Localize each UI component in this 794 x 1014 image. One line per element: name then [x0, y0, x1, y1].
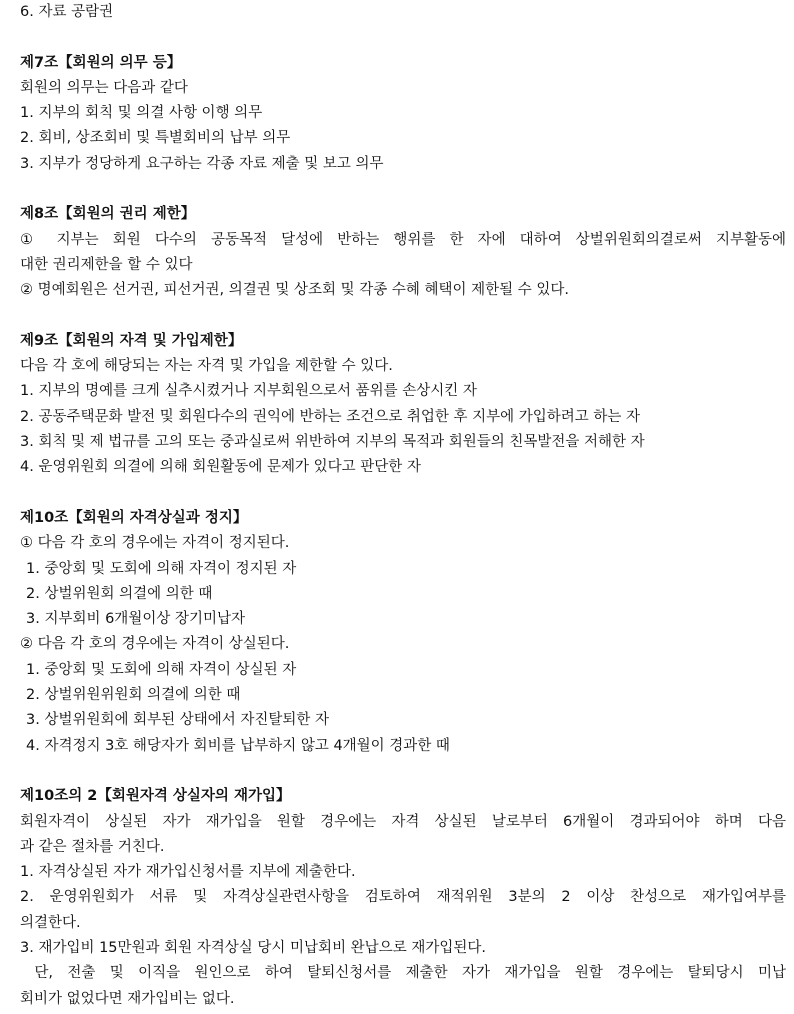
- spacer: [20, 481, 786, 506]
- spacer: [20, 25, 786, 50]
- list-item: 2. 공동주택문화 발전 및 회원다수의 권익에 반하는 조건으로 취업한 후 지부에 가입하려고 하는 자: [20, 408, 641, 425]
- list-item: 4. 운영위원회 의결에 의해 회원활동에 문제가 있다고 판단한 자: [20, 459, 421, 476]
- paragraph: 대한 권리제한을 할 수 있다: [20, 256, 193, 273]
- paragraph: ① 지부는 회원 다수의 공동목적 달성에 반하는 행위를 한 자에 대하여 상벌위원회의결로써 지부활동에: [20, 231, 786, 248]
- list-item: 2. 상벌위원회 의결에 의한 때: [26, 585, 213, 602]
- list-item: 의결한다.: [20, 914, 81, 931]
- spacer: [20, 177, 786, 202]
- article-10-title: 제10조【회원의 자격상실과 정지】: [20, 509, 248, 526]
- spacer: [20, 759, 786, 784]
- paragraph: ② 다음 각 호의 경우에는 자격이 상실된다.: [20, 636, 290, 653]
- list-item: 6. 자료 공람권: [20, 4, 114, 20]
- article-7-title: 제7조【회원의 의무 등】: [20, 54, 182, 71]
- list-item: 2. 운영위원회가 서류 및 자격상실관련사항을 검토하여 재적위원 3분의 2 이상 찬성으로 재가입여부를: [20, 889, 786, 906]
- paragraph: ② 명예회원은 선거권, 피선거권, 의결권 및 상조회 및 각종 수혜 혜택이 제한될 수 있다.: [20, 282, 569, 299]
- list-item: 2. 상벌위원위원회 의결에 의한 때: [26, 687, 241, 704]
- list-item: 3. 재가입비 15만원과 회원 자격상실 당시 미납회비 완납으로 재가입된다.: [20, 939, 486, 956]
- article-9-title: 제9조【회원의 자격 및 가입제한】: [20, 332, 243, 349]
- spacer: [20, 304, 786, 329]
- list-item: 1. 중앙회 및 도회에 의해 자격이 상실된 자: [26, 661, 297, 678]
- list-item: 3. 지부회비 6개월이상 장기미납자: [26, 611, 245, 628]
- list-item: 4. 자격정지 3호 해당자가 회비를 납부하지 않고 4개월이 경과한 때: [26, 737, 450, 754]
- paragraph: 회비가 없었다면 재가입비는 없다.: [20, 990, 235, 1007]
- article-10-2-title: 제10조의 2【회원자격 상실자의 재가입】: [20, 788, 291, 805]
- list-item: 1. 중앙회 및 도회에 의해 자격이 정지된 자: [26, 560, 297, 577]
- list-item: 1. 지부의 명예를 크게 실추시켰거나 지부회원으로서 품위를 손상시킨 자: [20, 383, 477, 400]
- list-item: 3. 지부가 정당하게 요구하는 각종 자료 제출 및 보고 의무: [20, 155, 384, 172]
- paragraph: 회원자격이 상실된 자가 재가입을 원할 경우에는 자격 상실된 날로부터 6개월이 경과되어야 하며 다음: [20, 813, 786, 830]
- paragraph: 과 같은 절차를 거친다.: [20, 838, 165, 855]
- paragraph: 단, 전출 및 이직을 원인으로 하여 탈퇴신청서를 제출한 자가 재가입을 원할 경우에는 탈퇴당시 미납: [20, 965, 787, 982]
- article-7-intro: 회원의 의무는 다음과 같다: [20, 79, 188, 96]
- paragraph: ① 다음 각 호의 경우에는 자격이 정지된다.: [20, 535, 290, 552]
- list-item: 3. 상벌위원회에 회부된 상태에서 자진탈퇴한 자: [26, 712, 330, 729]
- list-item: 2. 회비, 상조회비 및 특별회비의 납부 의무: [20, 130, 291, 147]
- article-9-intro: 다음 각 호에 해당되는 자는 자격 및 가입을 제한할 수 있다.: [20, 358, 393, 375]
- article-8-title: 제8조【회원의 권리 제한】: [20, 206, 196, 223]
- list-item: 1. 지부의 회칙 및 의결 사항 이행 의무: [20, 105, 263, 122]
- list-item: 1. 자격상실된 자가 재가입신청서를 지부에 제출한다.: [20, 864, 356, 881]
- list-item: 3. 회칙 및 제 법규를 고의 또는 중과실로써 위반하여 지부의 목적과 회원들의 친목발전을 저해한 자: [20, 434, 645, 451]
